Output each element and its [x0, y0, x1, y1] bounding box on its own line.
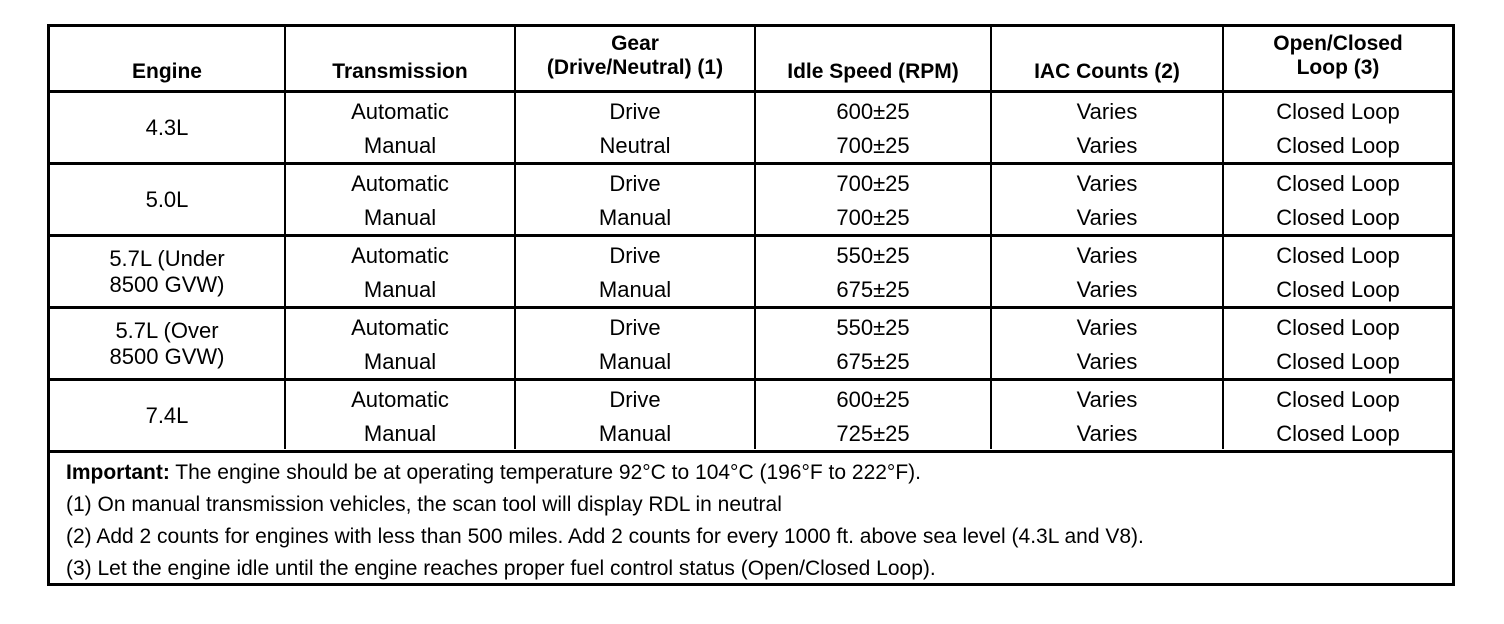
header-transmission [286, 27, 514, 90]
engine-group [50, 237, 1452, 309]
table-cell-transmission: Automatic [351, 99, 449, 124]
table-cell-transmission: Manual [363, 133, 437, 158]
engine-label: 5.7L (Under [109, 245, 225, 271]
idle-speed-table [47, 24, 1455, 586]
table-cell-idle: 675±25 [836, 277, 910, 302]
table-cell-iac: Varies [1076, 171, 1138, 196]
table-cell-idle: 700±25 [836, 205, 910, 230]
engine-label: 4.3L [145, 114, 189, 140]
table-cell-idle: 725±25 [836, 421, 910, 446]
table-cell-idle: 700±25 [836, 171, 910, 196]
table-cell-transmission: Automatic [351, 315, 449, 340]
engine-cell [50, 309, 284, 378]
table-cell-loop: Closed Loop [1276, 277, 1400, 302]
header-idle-speed [756, 27, 990, 90]
footnote-3: (3) Let the engine idle until the engine reaches proper fuel control status (Open/Closed Loop). [66, 557, 936, 580]
table-cell-iac: Varies [1076, 99, 1138, 124]
table-cell-iac: Varies [1076, 243, 1138, 268]
table-header [50, 27, 1452, 93]
table-cell-loop: Closed Loop [1276, 315, 1400, 340]
table-cell-gear: Manual [598, 277, 672, 302]
table-cell-transmission: Manual [363, 349, 437, 374]
header-idle-label: Idle Speed (RPM) [787, 60, 959, 83]
notes-section [50, 449, 1452, 585]
header-engine [50, 27, 284, 90]
table-cell-gear: Manual [598, 421, 672, 446]
header-gear [516, 27, 754, 90]
engine-cell [50, 165, 284, 234]
engine-label: 5.0L [145, 186, 189, 212]
table-cell-gear: Drive [609, 243, 661, 268]
engine-label-line2: 8500 GVW) [109, 271, 225, 297]
important-note [66, 457, 1452, 489]
header-loop-line2: Loop (3) [1296, 55, 1380, 79]
table-cell-gear: Drive [609, 387, 661, 412]
table-cell-gear: Drive [609, 171, 661, 196]
table-cell-iac: Varies [1076, 277, 1138, 302]
engine-label-line2: 8500 GVW) [109, 343, 225, 369]
header-transmission-label: Transmission [332, 60, 468, 83]
engine-cell [50, 93, 284, 162]
table-cell-loop: Closed Loop [1276, 133, 1400, 158]
table-cell-transmission: Automatic [351, 171, 449, 196]
table-cell-gear: Manual [598, 349, 672, 374]
table-cell-loop: Closed Loop [1276, 99, 1400, 124]
table-cell-iac: Varies [1076, 421, 1138, 446]
table-cell-loop: Closed Loop [1276, 171, 1400, 196]
table-cell-gear: Drive [609, 315, 661, 340]
table-cell-iac: Varies [1076, 205, 1138, 230]
table-cell-loop: Closed Loop [1276, 243, 1400, 268]
table-cell-transmission: Manual [363, 205, 437, 230]
header-engine-label: Engine [131, 60, 202, 83]
table-cell-iac: Varies [1076, 387, 1138, 412]
table-cell-gear: Manual [598, 205, 672, 230]
important-text: The engine should be at operating temperature 92°C to 104°C (196°F to 222°F). [169, 461, 921, 484]
engine-group [50, 93, 1452, 165]
header-gear-line2: (Drive/Neutral) (1) [546, 55, 724, 79]
table-cell-idle: 700±25 [836, 133, 910, 158]
footnote-1: (1) On manual transmission vehicles, the scan tool will display RDL in neutral [66, 493, 782, 516]
table-cell-loop: Closed Loop [1276, 387, 1400, 412]
engine-cell [50, 237, 284, 306]
engine-group [50, 381, 1452, 453]
table-cell-iac: Varies [1076, 315, 1138, 340]
table-cell-gear: Neutral [599, 133, 671, 158]
header-iac-label: IAC Counts (2) [1034, 60, 1180, 83]
table-cell-idle: 550±25 [836, 315, 910, 340]
table-cell-idle: 675±25 [836, 349, 910, 374]
table-cell-transmission: Manual [363, 277, 437, 302]
important-label: Important: [66, 461, 170, 484]
table-cell-transmission: Automatic [351, 243, 449, 268]
header-gear-line1: Gear [611, 31, 659, 55]
table-cell-iac: Varies [1076, 349, 1138, 374]
engine-label: 5.7L (Over [115, 317, 219, 343]
footnote-2: (2) Add 2 counts for engines with less than 500 miles. Add 2 counts for every 1000 ft. above sea level (4.3L and V8). [66, 525, 1144, 548]
table-cell-iac: Varies [1076, 133, 1138, 158]
table-cell-loop: Closed Loop [1276, 421, 1400, 446]
table-cell-idle: 550±25 [836, 243, 910, 268]
table-cell-transmission: Manual [363, 421, 437, 446]
table-cell-loop: Closed Loop [1276, 349, 1400, 374]
engine-cell [50, 381, 284, 450]
header-iac-counts [992, 27, 1222, 90]
header-loop-line1: Open/Closed [1273, 31, 1403, 55]
table-cell-idle: 600±25 [836, 387, 910, 412]
engine-label: 7.4L [145, 402, 189, 428]
header-loop [1224, 27, 1452, 90]
engine-group [50, 309, 1452, 381]
table-cell-gear: Drive [609, 99, 661, 124]
table-cell-transmission: Automatic [351, 387, 449, 412]
table-cell-idle: 600±25 [836, 99, 910, 124]
table-cell-loop: Closed Loop [1276, 205, 1400, 230]
engine-group [50, 165, 1452, 237]
